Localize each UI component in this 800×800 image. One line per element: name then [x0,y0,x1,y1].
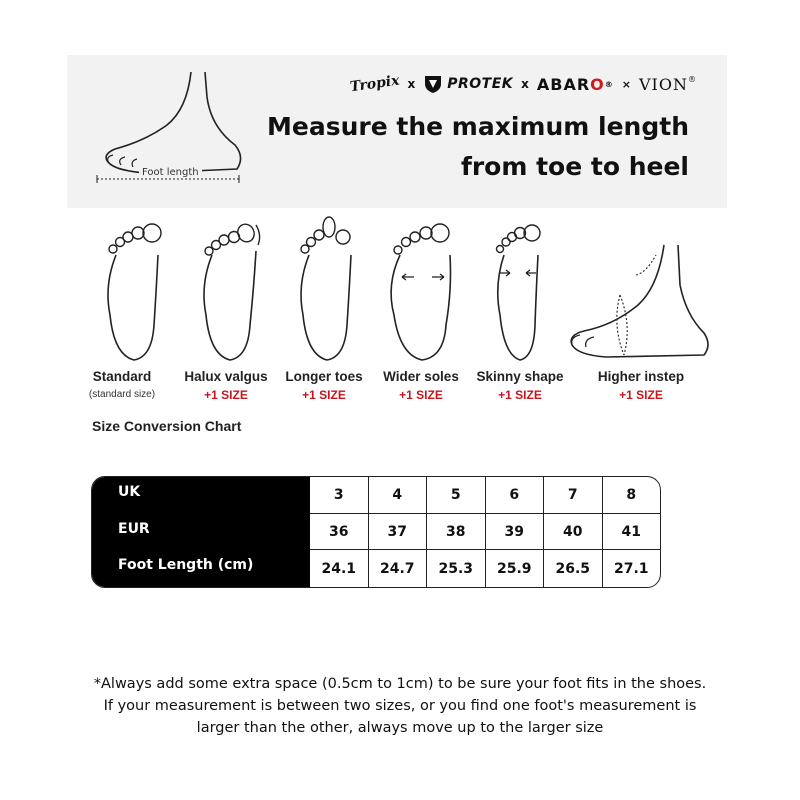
wider-soles-foot-icon [382,215,462,365]
note-line-3: larger than the other, always move up to the larger size [196,720,604,736]
protek-logo [423,74,513,94]
headline-line-1: Measure the maximum length [267,112,689,141]
abaro-text: ABAR [536,74,591,94]
row-header-eur: EUR [118,520,150,537]
table-row-headers [92,477,310,587]
table-cell: 39 [485,514,544,551]
vion-text: VION [639,74,688,94]
table-cell: 38 [426,514,485,551]
table-cell: 8 [602,477,661,514]
table-cell: 4 [368,477,427,514]
note-line-2: If your measurement is between two sizes, or you find one foot's measurement is [103,698,697,714]
table-cell: 27.1 [602,550,661,587]
foot-type-skinny-shape [476,369,563,402]
foot-type-wider-soles [383,369,459,402]
foot-type-halux-valgus [184,369,267,402]
size-adjust-badge: +1 SIZE [498,388,542,402]
abaro-logo [537,75,614,94]
registered-mark-icon: ® [604,79,614,89]
fit-advice-note [40,673,760,739]
foot-type-name: Skinny shape [476,369,564,384]
table-cell: 25.9 [485,550,544,587]
note-line-1: *Always add some extra space (0.5cm to 1cm) to be sure your foot fits in the shoes. [93,676,707,692]
table-cell: 36 [310,514,368,551]
table-cell: 24.7 [368,550,427,587]
size-adjust-badge: +1 SIZE [302,388,346,402]
size-adjust-badge: +1 SIZE [399,388,443,402]
table-cell: 41 [602,514,661,551]
row-header-uk: UK [118,484,141,500]
table-cell: 24.1 [321,560,357,577]
foot-type-sub: (standard size) [88,389,156,400]
foot-type-illustrations [82,215,722,375]
registered-mark-icon: ® [688,74,697,84]
foot-type-name: Higher instep [597,369,685,384]
brand-separator: × [621,77,631,91]
table-cell: 3 [310,477,368,514]
abaro-o-text: O [590,74,605,94]
table-body [310,477,660,587]
foot-type-higher-instep [598,369,684,402]
foot-type-name: Halux valgus [184,369,268,384]
table-cell: 5 [426,477,485,514]
standard-foot-icon [94,215,174,365]
size-conversion-table [91,476,661,588]
protek-shield-icon [423,74,443,94]
foot-type-name: Standard [92,369,152,384]
size-adjust-badge: +1 SIZE [619,388,663,402]
table-cell: 6 [485,477,544,514]
table-row-uk [310,477,660,514]
brand-separator: x [521,77,529,91]
foot-type-name: Wider soles [383,369,459,384]
longer-toes-foot-icon [287,215,367,365]
halux-valgus-foot-icon [190,215,270,365]
foot-type-name: Longer toes [285,369,363,384]
measure-banner [67,55,727,208]
table-row-eur [310,514,660,551]
foot-length-label: Foot length [139,167,202,178]
foot-type-longer-toes [285,369,362,402]
size-chart-title: Size Conversion Chart [92,418,242,434]
brand-separator: x [407,77,416,91]
higher-instep-foot-icon [566,215,716,365]
protek-text: PROTEK [447,76,514,92]
table-cell: 26.5 [543,550,602,587]
table-cell: 7 [543,477,602,514]
size-adjust-badge: +1 SIZE [204,388,248,402]
row-header-foot-length: Foot Length (cm) [118,557,254,574]
table-row-foot-length [310,550,660,587]
skinny-shape-foot-icon [478,215,558,365]
table-cell: 25.3 [426,550,485,587]
headline-line-2: from toe to heel [460,152,689,181]
table-cell: 37 [368,514,427,551]
brand-logos [277,71,697,97]
table-cell: 40 [543,514,602,551]
tropix-logo: Tropix [349,72,401,96]
headline [169,107,689,187]
foot-type-standard [89,369,155,400]
vion-logo [639,75,697,94]
